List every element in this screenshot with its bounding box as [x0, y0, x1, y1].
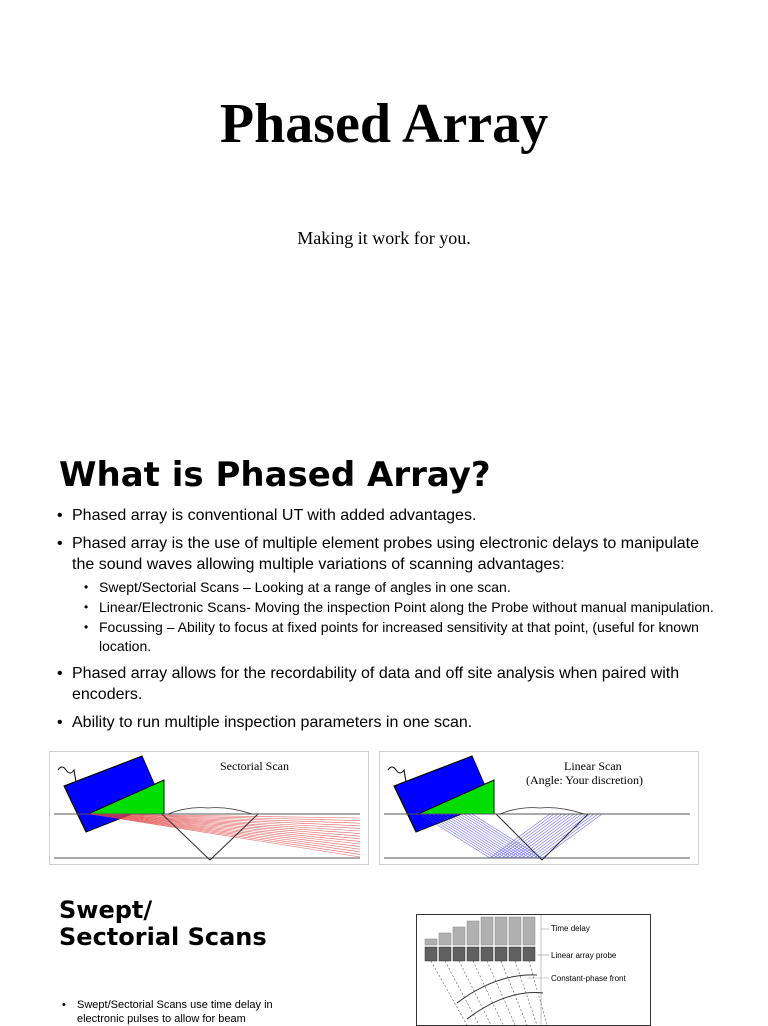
- sub-bullet-item: • Linear/Electronic Scans- Moving the inspection Point along the Probe without manual manipulation.: [84, 598, 717, 617]
- slide-subtitle: Making it work for you.: [297, 228, 471, 248]
- figure-label: Sectorial Scan: [220, 759, 289, 773]
- bullet-item: • Swept/Sectorial Scans use time delay in electronic pulses to allow for beam: [62, 998, 312, 1026]
- section-title: What is Phased Array?: [59, 455, 491, 495]
- title-line: Swept/: [59, 896, 153, 924]
- sub-bullet-list: [72, 578, 717, 656]
- figure-label-line2: (Angle: Your discretion): [526, 773, 643, 787]
- slide-title: Phased Array: [219, 93, 549, 155]
- figure-label-line1: Linear Scan: [564, 759, 622, 773]
- linear-scan-figure: [379, 751, 699, 865]
- bullet-list: [62, 998, 312, 1026]
- section-title-sectorial: [59, 897, 359, 951]
- bullet-text: Phased array is the use of multiple element probes using electronic delays to manipulate the sound waves allowing multiple variations of scanning advantages:: [72, 535, 700, 573]
- bullet-item: • Phased array is conventional UT with added advantages.: [57, 505, 717, 526]
- sub-bullet-item: • Focussing – Ability to focus at fixed points for increased sensitivity at that point, (useful for known location.: [84, 618, 717, 656]
- bullet-list: [57, 505, 717, 740]
- diagram-label: Constant-phase front: [551, 974, 626, 983]
- sectorial-scan-figure: [49, 751, 369, 865]
- bullet-item: [57, 533, 717, 656]
- title-line: Sectorial Scans: [59, 923, 267, 951]
- diagram-label: Time delay: [551, 924, 590, 933]
- time-delay-bars: [425, 917, 535, 945]
- bullet-item: • Phased array allows for the recordability of data and off site analysis when paired with encoders.: [57, 663, 717, 705]
- diagram-label: Linear array probe: [551, 951, 617, 960]
- sub-bullet-item: • Swept/Sectorial Scans – Looking at a range of angles in one scan.: [84, 578, 717, 597]
- bullet-item: • Ability to run multiple inspection parameters in one scan.: [57, 712, 717, 733]
- probe-elements: [425, 947, 535, 961]
- time-delay-diagram: [416, 914, 651, 1026]
